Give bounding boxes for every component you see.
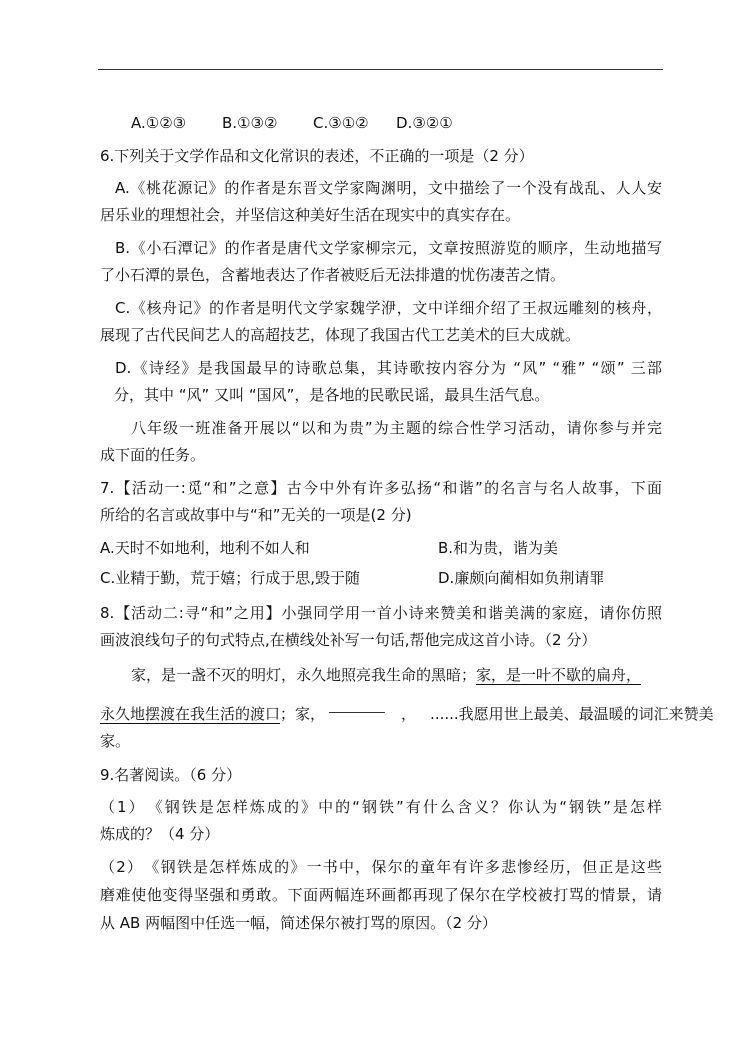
- q7-option-a: A.天时不如地利，地利不如人和: [100, 539, 310, 557]
- poem-wavy-sentence-part1: 家，是一叶不歇的扁舟，: [476, 666, 642, 684]
- poem-answer-blank[interactable]: [329, 696, 385, 713]
- poem-wavy-sentence-part2: 永久地摆渡在我生活的渡口: [100, 705, 281, 723]
- header-rule: [98, 69, 663, 70]
- activity-intro-line1: 八年级一班准备开展以“以和为贵”为主题的综合性学习活动，请你参与并完: [131, 419, 662, 437]
- q9-part1-line2: 炼成的？（4 分）: [100, 825, 220, 843]
- poem-line1-part-a: 家，是一盏不灭的明灯，永久地照亮我生命的黑暗；: [131, 666, 477, 684]
- q6-option-c-line1: C.《核舟记》的作者是明代文学家魏学洢，文中详细介绍了王叔远雕刻的核舟，: [115, 299, 662, 317]
- q6-option-c-line2: 展现了古代民间艺人的高超技艺，体现了我国古代工艺美术的巨大成就。: [100, 326, 581, 344]
- q7-option-b: B.和为贵，谐为美: [438, 539, 559, 557]
- q6-option-b-line1: B.《小石潭记》的作者是唐代文学家柳宗元，文章按照游览的顺序，生动地描写: [115, 239, 662, 257]
- q5-option-d: D.③②①: [396, 114, 453, 132]
- q9-stem: 9.名著阅读。（6 分）: [100, 766, 242, 784]
- q7-option-c: C.业精于勤，荒于嬉；行成于思,毁于随: [100, 569, 361, 587]
- poem-line1: [131, 664, 641, 686]
- q8-stem-line1: 8.【活动二:寻“和”之用】小强同学用一首小诗来赞美和谐美满的家庭，请你仿照: [100, 604, 662, 622]
- q6-stem: 6.下列关于文学作品和文化常识的表述，不正确的一项是（2 分）: [100, 147, 534, 165]
- q9-part2-line1: （2） 《钢铁是怎样炼成的》一书中，保尔的童年有许多悲惨经历，但正是这些: [100, 858, 662, 876]
- q5-option-c: C.③①②: [313, 114, 369, 132]
- poem-line2: [100, 696, 714, 725]
- q6-option-a-line1: A.《桃花源记》的作者是东晋文学家陶渊明，文中描绘了一个没有战乱、人人安: [115, 179, 662, 197]
- q6-option-a-line2: 居乐业的理想社会，并坚信这种美好生活在现实中的真实存在。: [100, 206, 521, 224]
- q7-stem-line1: 7.【活动一:觅“和”之意】古今中外有许多弘扬“和谐”的名言与名人故事，下面: [100, 479, 662, 497]
- q7-stem-line2: 所给的名言或故事中与“和”无关的一项是(2 分): [100, 506, 412, 524]
- q6-option-d-line2: 分，其中 “风” 又叫 “国风”，是各地的民歌民谣，最具生活气息。: [114, 386, 550, 404]
- q9-part2-line2: 磨难使他变得坚强和勇敢。下面两幅连环画都再现了保尔在学校被打骂的情景，请: [100, 886, 662, 904]
- q6-option-d-line1: D.《诗经》是我国最早的诗歌总集，其诗歌按内容分为 “风” “雅” “颂” 三部: [115, 359, 662, 377]
- q5-option-a: A.①②③: [131, 114, 187, 132]
- poem-line2-part-c: ，: [401, 705, 417, 723]
- poem-line2-part-b: ；家，: [280, 705, 326, 723]
- q5-option-b: B.①③②: [222, 114, 278, 132]
- activity-intro-line2: 成下面的任务。: [100, 446, 206, 464]
- poem-line3: 家。: [100, 732, 131, 750]
- q6-option-b-line2: 了小石潭的景色，含蓄地表达了作者被贬后无法排遣的忧伤凄苦之情。: [100, 266, 566, 284]
- q9-part1-line1: （1） 《钢铁是怎样炼成的》中的“钢铁”有什么含义？你认为“钢铁”是怎样: [100, 798, 662, 816]
- q9-part2-line3: 从 AB 两幅图中任选一幅，简述保尔被打骂的原因。（2 分）: [100, 914, 497, 932]
- q7-option-d: D.廉颇向蔺相如负荆请罪: [438, 569, 605, 587]
- q8-stem-line2: 画波浪线句子的句式特点,在横线处补写一句话,帮他完成这首小诗。（2 分）: [100, 631, 597, 649]
- poem-line2-part-d: ......我愿用世上最美、最温暖的词汇来赞美: [430, 705, 714, 723]
